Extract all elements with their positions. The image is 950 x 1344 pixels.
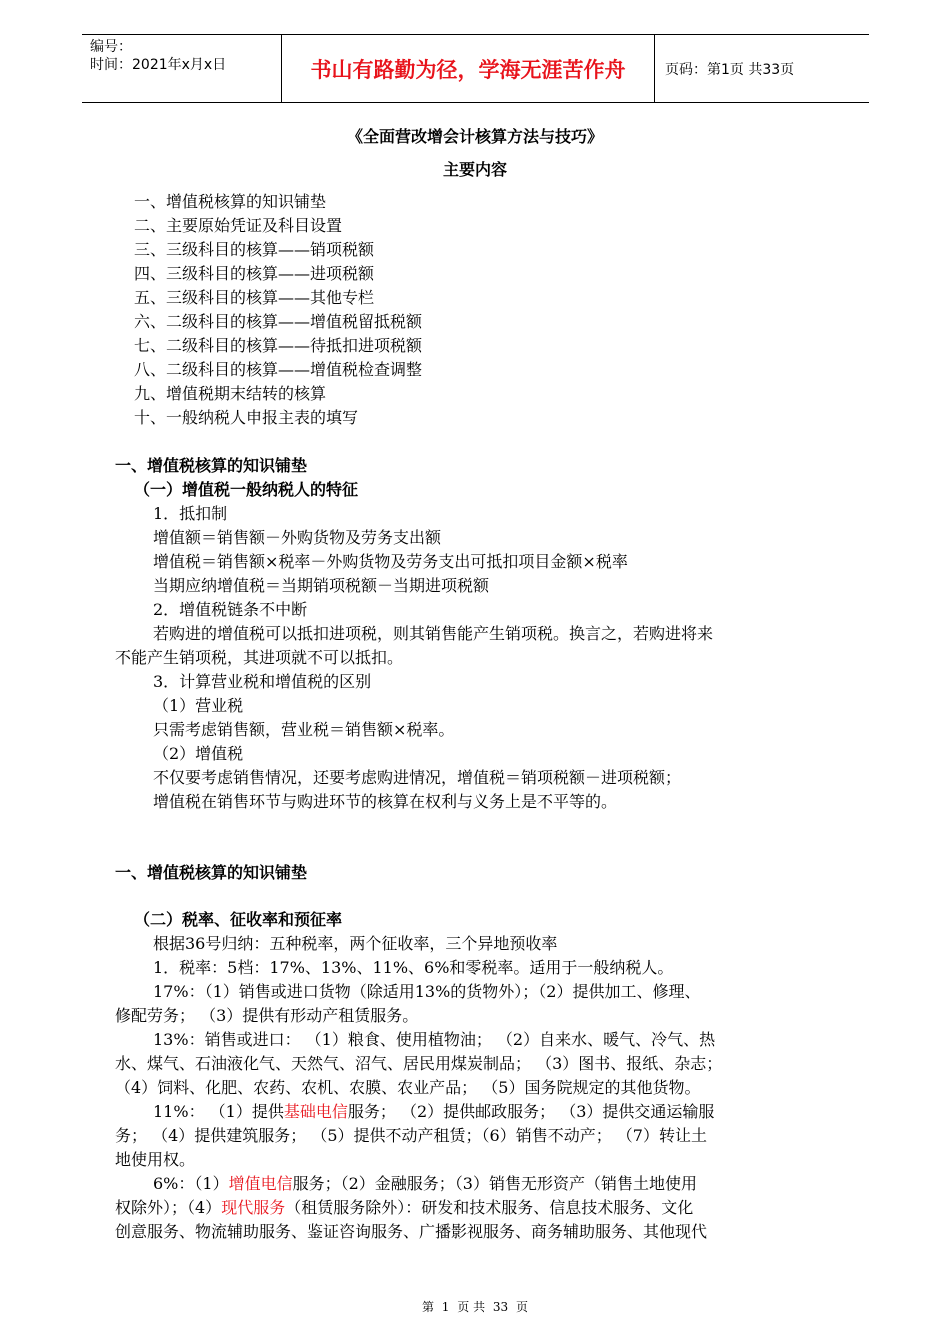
paragraph-line: 不能产生销项税，其进项就不可以抵扣。 bbox=[115, 648, 404, 667]
paragraph-line: （4）饲料、化肥、农药、农机、农膜、农业产品； （5）国务院规定的其他货物。 bbox=[115, 1078, 701, 1097]
toc-item: 二、主要原始凭证及科目设置 bbox=[134, 216, 343, 235]
paragraph-line: 增值额＝销售额－外购货物及劳务支出额 bbox=[153, 528, 442, 547]
paragraph-line: 根据36号归纳：五种税率，两个征收率，三个异地预收率 bbox=[153, 934, 558, 953]
paragraph-line: 3．计算营业税和增值税的区别 bbox=[153, 672, 372, 691]
toc-item: 三、三级科目的核算——销项税额 bbox=[134, 240, 375, 259]
paragraph-line bbox=[115, 1197, 693, 1219]
header-motto: 书山有路勤为径，学海无涯苦作舟 bbox=[281, 35, 655, 102]
footer-text: 页 bbox=[516, 1300, 529, 1314]
toc-item: 一、增值税核算的知识铺垫 bbox=[134, 192, 327, 211]
text-run: （租赁服务除外）：研发和技术服务、信息技术服务、文化 bbox=[285, 1198, 694, 1217]
toc-item: 十、一般纳税人申报主表的填写 bbox=[134, 408, 359, 427]
subsection-heading: （二）税率、征收率和预征率 bbox=[134, 910, 343, 929]
header-meta bbox=[82, 35, 281, 102]
footer-total-pages: 33 bbox=[492, 1300, 509, 1314]
doc-subtitle: 主要内容 bbox=[442, 160, 507, 179]
doc-title: 《全面营改增会计核算方法与技巧》 bbox=[346, 127, 603, 146]
footer-text: 第 bbox=[421, 1300, 434, 1314]
paragraph-line: 修配劳务； （3）提供有形动产租赁服务。 bbox=[115, 1006, 419, 1025]
paragraph-line: 不仅要考虑销售情况，还要考虑购进情况，增值税＝销项税额－进项税额； bbox=[153, 768, 682, 787]
highlight-text: 基础电信 bbox=[283, 1102, 348, 1121]
text-run: 6%：（1） bbox=[153, 1174, 229, 1193]
paragraph-line: 只需考虑销售额，营业税＝销售额×税率。 bbox=[153, 720, 455, 739]
text-run: 权除外）；（4） bbox=[115, 1198, 222, 1217]
paragraph-line: 务； （4）提供建筑服务； （5）提供不动产租赁；（6）销售不动产； （7）转让土 bbox=[115, 1126, 707, 1145]
paragraph-line: 增值税＝销售额×税率－外购货物及劳务支出可抵扣项目金额×税率 bbox=[153, 552, 628, 571]
page-header bbox=[82, 34, 869, 103]
footer-page-number: 1 bbox=[441, 1300, 450, 1314]
paragraph-line: 1．税率：5档：17%、13%、11%、6%和零税率。适用于一般纳税人。 bbox=[153, 958, 674, 977]
toc-item: 四、三级科目的核算——进项税额 bbox=[134, 264, 375, 283]
toc-item: 七、二级科目的核算——待抵扣进项税额 bbox=[134, 336, 423, 355]
section-heading: 一、增值税核算的知识铺垫 bbox=[115, 863, 308, 882]
toc-item: 八、二级科目的核算——增值税检查调整 bbox=[134, 360, 423, 379]
toc-item: 九、增值税期末结转的核算 bbox=[134, 384, 327, 403]
paragraph-line: 增值税在销售环节与购进环节的核算在权利与义务上是不平等的。 bbox=[153, 792, 618, 811]
paragraph-line: 水、煤气、石油液化气、天然气、沼气、居民用煤炭制品； （3）图书、报纸、杂志； bbox=[115, 1054, 723, 1073]
paragraph-line bbox=[153, 1101, 714, 1123]
highlight-text: 增值电信 bbox=[228, 1174, 293, 1193]
paragraph-line: 创意服务、物流辅助服务、鉴证咨询服务、广播影视服务、商务辅助服务、其他现代 bbox=[115, 1222, 708, 1241]
toc-item: 五、三级科目的核算——其他专栏 bbox=[134, 288, 375, 307]
paragraph-line: 2．增值税链条不中断 bbox=[153, 600, 308, 619]
footer-text: 页 共 bbox=[457, 1300, 486, 1314]
paragraph-line: （2）增值税 bbox=[153, 744, 244, 763]
paragraph-line: 当期应纳增值税＝当期销项税额－当期进项税额 bbox=[153, 576, 490, 595]
text-run: 11%： （1）提供 bbox=[153, 1102, 284, 1121]
paragraph-line bbox=[153, 1173, 697, 1195]
page-footer bbox=[0, 1298, 950, 1315]
paragraph-line: 13%：销售或进口： （1）粮食、使用植物油； （2）自来水、暖气、冷气、热 bbox=[153, 1030, 716, 1049]
header-page-info: 页码：第1页 共33页 bbox=[665, 61, 795, 78]
subsection-heading: （一）增值税一般纳税人的特征 bbox=[134, 480, 359, 499]
section-heading: 一、增值税核算的知识铺垫 bbox=[115, 456, 308, 475]
toc-item: 六、二级科目的核算——增值税留抵税额 bbox=[134, 312, 423, 331]
paragraph-line: 1．抵扣制 bbox=[153, 504, 228, 523]
text-run: 服务； （2）提供邮政服务； （3）提供交通运输服 bbox=[347, 1102, 715, 1121]
number-label: 编号： bbox=[90, 39, 132, 55]
highlight-text: 现代服务 bbox=[221, 1198, 286, 1217]
paragraph-line: 地使用权。 bbox=[115, 1150, 196, 1169]
paragraph-line: 若购进的增值税可以抵扣进项税，则其销售能产生销项税。换言之，若购进将来 bbox=[153, 624, 714, 643]
paragraph-line: 17%：（1）销售或进口货物（除适用13%的货物外）；（2）提供加工、修理、 bbox=[153, 982, 701, 1001]
time-label: 时间：2021年x月x日 bbox=[90, 57, 227, 73]
paragraph-line: （1）营业税 bbox=[153, 696, 244, 715]
text-run: 服务；（2）金融服务；（3）销售无形资产（销售土地使用 bbox=[292, 1174, 697, 1193]
